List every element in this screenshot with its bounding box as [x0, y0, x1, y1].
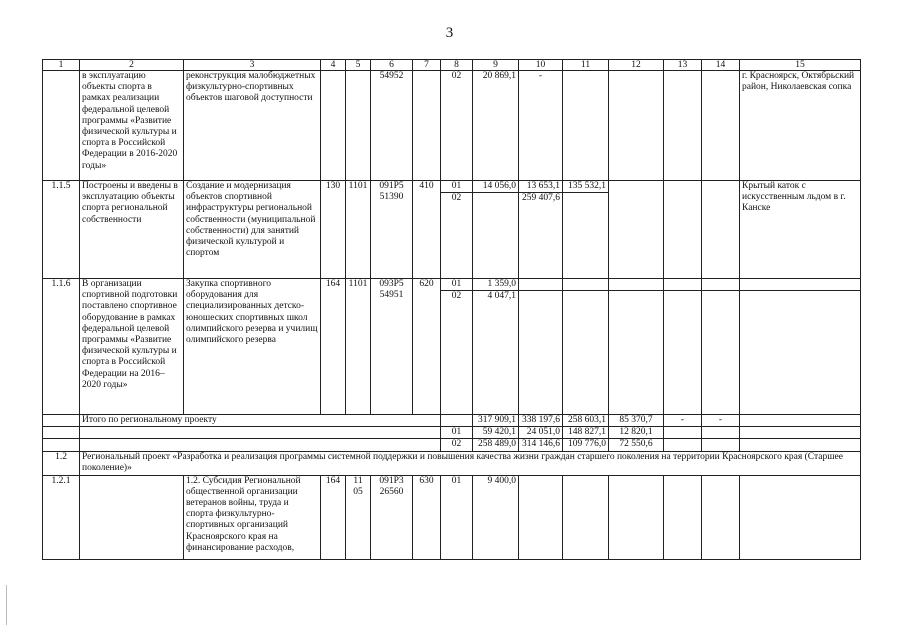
event-description: Закупка спортивного оборудования для специализированных детско-юношеских спортивных школ олимпийского резерва и училищ олимпийского резерва — [184, 279, 321, 415]
expense-type-code: 620 — [413, 279, 441, 415]
ministry-code: 164 — [321, 279, 346, 415]
table-row — [43, 279, 861, 415]
total-row — [43, 415, 861, 427]
source-code: 01 — [441, 475, 473, 559]
source-code: 02 — [441, 71, 473, 181]
result-description: В организации спортивной подготовки поставлено спортивное оборудование в рамках федеральной целевой программы «Развитие физической культуры и спорта в Российской Федерации на 2016–2020 годы» — [80, 279, 184, 415]
amount-2019: 9 400,0 — [473, 475, 519, 559]
amount-2021: 135 532,1 — [563, 181, 609, 279]
table-row — [43, 71, 861, 181]
row-number: 1.1.5 — [43, 181, 80, 279]
target-code: 093P5 54951 — [371, 279, 413, 415]
column-number-row — [43, 60, 861, 71]
total-2024: - — [702, 415, 740, 427]
source-code: 01 02 — [441, 279, 473, 415]
total-2020: 338 197,6 — [519, 415, 563, 427]
total-2023: - — [664, 415, 702, 427]
total-02-2020: 314 146,6 — [519, 439, 563, 451]
column-header: 5 — [346, 60, 371, 71]
column-header: 1 — [43, 60, 80, 71]
result-description: в эксплуатацию объекты спорта в рамках реализации федеральной целевой программы «Развитие физической культуры и спорта в Российской Федерации в 2016-2020 годы» — [80, 71, 184, 181]
expense-type-code: 630 — [413, 475, 441, 559]
result-description: Построены и введены в эксплуатацию объекты спорта региональной собственности — [80, 181, 184, 279]
source-code: 02 — [441, 439, 473, 451]
column-header: 3 — [184, 60, 321, 71]
section-code: 1101 — [346, 181, 371, 279]
column-header: 11 — [563, 60, 609, 71]
total-2019: 317 909,1 — [473, 415, 519, 427]
section-code: 1101 — [346, 279, 371, 415]
target-code: 091P5 51390 — [371, 181, 413, 279]
source-code: 01 — [441, 427, 473, 439]
column-header: 7 — [413, 60, 441, 71]
total-row-01 — [43, 427, 861, 439]
target-code: 54952 — [371, 71, 413, 181]
row-number: 1.1.6 — [43, 279, 80, 415]
scan-margin-mark — [6, 585, 7, 625]
column-header: 9 — [473, 60, 519, 71]
row-number: 1.2.1 — [43, 475, 80, 559]
total-02-2022: 72 550,6 — [609, 439, 664, 451]
total-2021: 258 603,1 — [563, 415, 609, 427]
ministry-code: 164 — [321, 475, 346, 559]
target-code: 091P3 26560 — [371, 475, 413, 559]
event-description: 1.2. Субсидия Региональной общественной организации ветеранов войны, труда и спорта физкультурно-спортивных организаций Красноярского края на финансирование расходов, — [184, 475, 321, 559]
section-title: Региональный проект «Разработка и реализация программы системной поддержки и повышения качества жизни граждан старшего поколения на территории Красноярского края (Старшее поколение)» — [80, 451, 861, 475]
amount-2019: 1 359,0 4 047,1 — [473, 279, 519, 415]
total-2022: 85 370,7 — [609, 415, 664, 427]
column-header: 6 — [371, 60, 413, 71]
column-header: 2 — [80, 60, 184, 71]
amount-2019: 14 056,0 — [473, 181, 519, 279]
location: Крытый каток с искусственным льдом в г. Канске — [740, 181, 861, 279]
total-01-2019: 59 420,1 — [473, 427, 519, 439]
ministry-code: 130 — [321, 181, 346, 279]
location: г. Красноярск, Октябрьский район, Николаевская сопка — [740, 71, 861, 181]
column-header: 13 — [664, 60, 702, 71]
section-code: 11 05 — [346, 475, 371, 559]
total-01-2022: 12 820,1 — [609, 427, 664, 439]
table-row — [43, 181, 861, 279]
total-02-2019: 258 489,0 — [473, 439, 519, 451]
amount-2019: 20 869,1 — [473, 71, 519, 181]
column-header: 10 — [519, 60, 563, 71]
table-row — [43, 475, 861, 559]
column-header: 14 — [702, 60, 740, 71]
total-row-02 — [43, 439, 861, 451]
section-row — [43, 451, 861, 475]
budget-table — [42, 59, 861, 560]
source-code: 01 02 — [441, 181, 473, 279]
section-number: 1.2 — [43, 451, 80, 475]
event-description: Создание и модернизация объектов спортивной инфраструктуры региональной собственности (муниципальной собственности) для занятий физической культурой и спортом — [184, 181, 321, 279]
total-label: Итого по региональному проекту — [80, 415, 441, 427]
total-01-2021: 148 827,1 — [563, 427, 609, 439]
total-01-2020: 24 051,0 — [519, 427, 563, 439]
amount-2020: 13 653,1 259 407,6 — [519, 181, 563, 279]
column-header: 8 — [441, 60, 473, 71]
column-header: 12 — [609, 60, 664, 71]
amount-2020: - — [519, 71, 563, 181]
column-header: 4 — [321, 60, 346, 71]
expense-type-code: 410 — [413, 181, 441, 279]
event-description: реконструкция малобюджетных физкультурно-спортивных объектов шаговой доступности — [184, 71, 321, 181]
total-02-2021: 109 776,0 — [563, 439, 609, 451]
column-header: 15 — [740, 60, 861, 71]
page-number: 3 — [445, 25, 454, 41]
